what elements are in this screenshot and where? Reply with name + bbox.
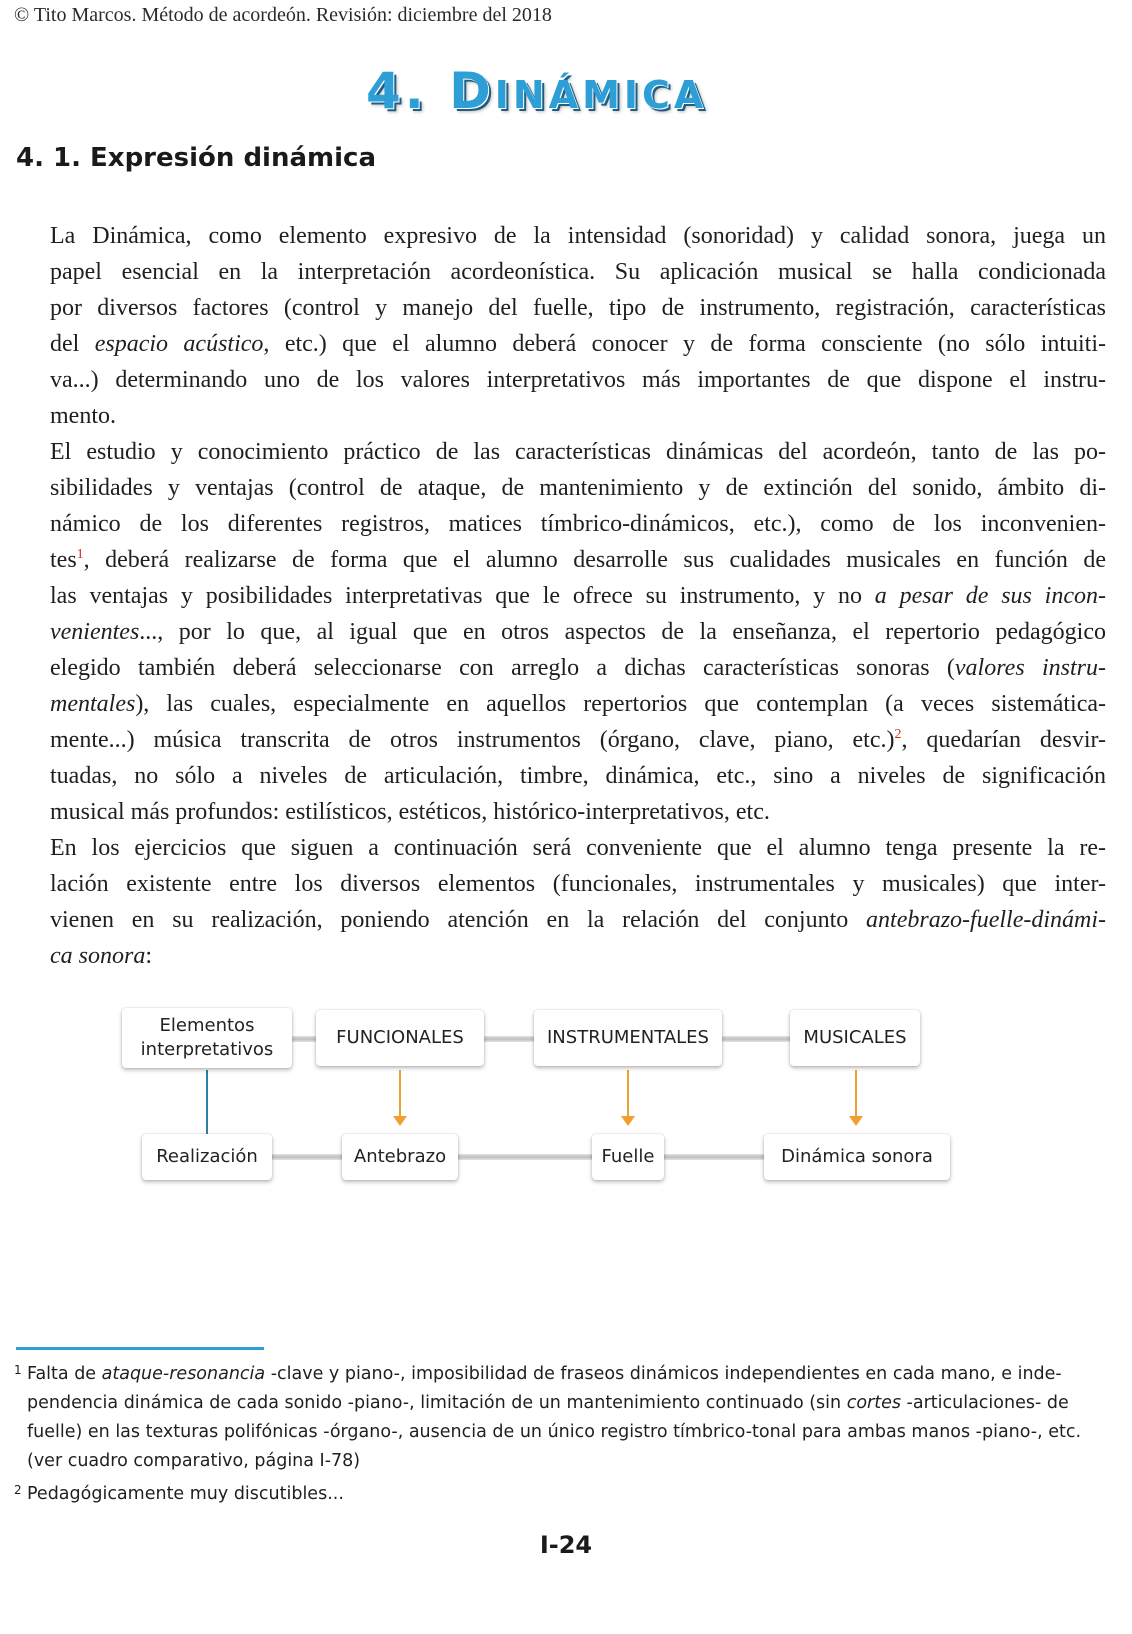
connector-line <box>272 1154 342 1160</box>
footnote-1 <box>14 1360 1082 1476</box>
footnote-number: 2 <box>14 1483 22 1497</box>
footnote-line: fuelle) en las texturas polifónicas -órgano-, ausencia de un único registro tímbrico-tonal para ambas manos -piano-, etc. <box>27 1422 1082 1442</box>
text-line: las ventajas y posibilidades interpretativas que le ofrece su instrumento, y no a pesar de sus incon- <box>50 583 1106 609</box>
footnote-line: (ver cuadro comparativo, página I-78) <box>27 1451 361 1471</box>
arrow-down-icon <box>399 1070 401 1120</box>
text-line: papel esencial en la interpretación acordeonística. Su aplicación musical se halla condicionada <box>50 259 1106 285</box>
text-line: mentales), las cuales, especialmente en aquellos repertorios que contemplan (a veces sistemática- <box>50 691 1106 717</box>
box-fuelle: Fuelle <box>592 1134 664 1180</box>
connector-line <box>458 1154 592 1160</box>
arrow-down-icon <box>855 1070 857 1120</box>
vertical-connector <box>206 1070 208 1134</box>
connector-line <box>484 1036 534 1042</box>
text-line: mente...) música transcrita de otros instrumentos (órgano, clave, piano, etc.)$^2$, quedarían desvir- <box>50 727 1107 753</box>
copyright-header: © Tito Marcos. Método de acordeón. Revisión: diciembre del 2018 <box>14 4 552 26</box>
box-funcionales: FUNCIONALES <box>316 1010 484 1066</box>
arrow-down-icon <box>627 1070 629 1120</box>
box-elementos-interpretativos: Elementos interpretativos <box>122 1008 292 1068</box>
body-text <box>50 218 1106 974</box>
footnote-rule <box>16 1347 264 1350</box>
paragraph-3 <box>50 830 1106 974</box>
paragraph-2 <box>50 434 1106 830</box>
connector-line <box>292 1036 316 1042</box>
footnote-2 <box>14 1480 1060 1509</box>
text-line: elegido también deberá seleccionarse con arreglo a dichas características sonoras (valores instru- <box>50 655 1106 681</box>
footnote-ref-2[interactable]: 2 <box>894 727 902 742</box>
text-line: del espacio acústico, etc.) que el alumno deberá conocer y de forma consciente (no sólo intuiti- <box>50 331 1106 357</box>
box-realizacion: Realización <box>142 1134 272 1180</box>
footnote-line: Pedagógicamente muy discutibles... <box>27 1484 344 1504</box>
text-line: tes$^1$, deberá realizarse de forma que el alumno desarrolle sus cualidades musicales en función de <box>50 547 1106 573</box>
text-line: námico de los diferentes registros, matices tímbrico-dinámicos, etc.), como de los inconvenien- <box>50 511 1106 537</box>
text-line: ca sonora: <box>50 943 153 969</box>
text-line: mento. <box>50 403 116 429</box>
footnote-number: 1 <box>14 1363 22 1377</box>
footnote-line: Falta de ataque-resonancia -clave y piano-, imposibilidad de fraseos dinámicos independientes en cada mano, e inde- <box>27 1364 1062 1384</box>
text-line: por diversos factores (control y manejo del fuelle, tipo de instrumento, registración, características <box>50 295 1106 321</box>
text-line: sibilidades y ventajas (control de ataque, de mantenimiento y de extinción del sonido, ámbito di- <box>50 475 1106 501</box>
text-line: En los ejercicios que siguen a continuación será conveniente que el alumno tenga presente la re- <box>50 835 1106 861</box>
text-line: tuadas, no sólo a niveles de articulación, timbre, dinámica, etc., sino a niveles de significación <box>50 763 1106 789</box>
page-number: I-24 <box>539 1531 593 1559</box>
footnote-ref-1[interactable]: 1 <box>76 547 84 562</box>
chapter-name: DINÁMICA <box>449 62 708 120</box>
text-line: va...) determinando uno de los valores interpretativos más importantes de que dispone el instru- <box>50 367 1106 393</box>
text-line: La Dinámica, como elemento expresivo de la intensidad (sonoridad) y calidad sonora, juega un <box>50 223 1106 249</box>
footnotes <box>14 1360 1082 1513</box>
text-line: lación existente entre los diversos elementos (funcionales, instrumentales y musicales) que inter- <box>50 871 1106 897</box>
footnote-line: pendencia dinámica de cada sonido -piano-, limitación de un mantenimiento continuado (sin cortes -articulaciones- de <box>27 1393 1069 1413</box>
chapter-number: 4. <box>366 62 428 120</box>
box-musicales: MUSICALES <box>790 1010 920 1066</box>
paragraph-1 <box>50 218 1106 434</box>
box-instrumentales: INSTRUMENTALES <box>534 1010 722 1066</box>
text-line: El estudio y conocimiento práctico de las características dinámicas del acordeón, tanto de las po- <box>50 439 1106 465</box>
connector-line <box>664 1154 764 1160</box>
box-antebrazo: Antebrazo <box>342 1134 458 1180</box>
text-line: musical más profundos: estilísticos, estéticos, histórico-interpretativos, etc. <box>50 799 770 825</box>
text-line: venientes..., por lo que, al igual que en otros aspectos de la enseñanza, el repertorio pedagógico <box>50 619 1106 645</box>
section-title: 4. 1. Expresión dinámica <box>16 143 376 173</box>
text-line: vienen en su realización, poniendo atención en la relación del conjunto antebrazo-fuelle-dinámi- <box>50 907 1106 933</box>
box-dinamica-sonora: Dinámica sonora <box>764 1134 950 1180</box>
chapter-title <box>366 62 707 120</box>
connector-line <box>722 1036 790 1042</box>
